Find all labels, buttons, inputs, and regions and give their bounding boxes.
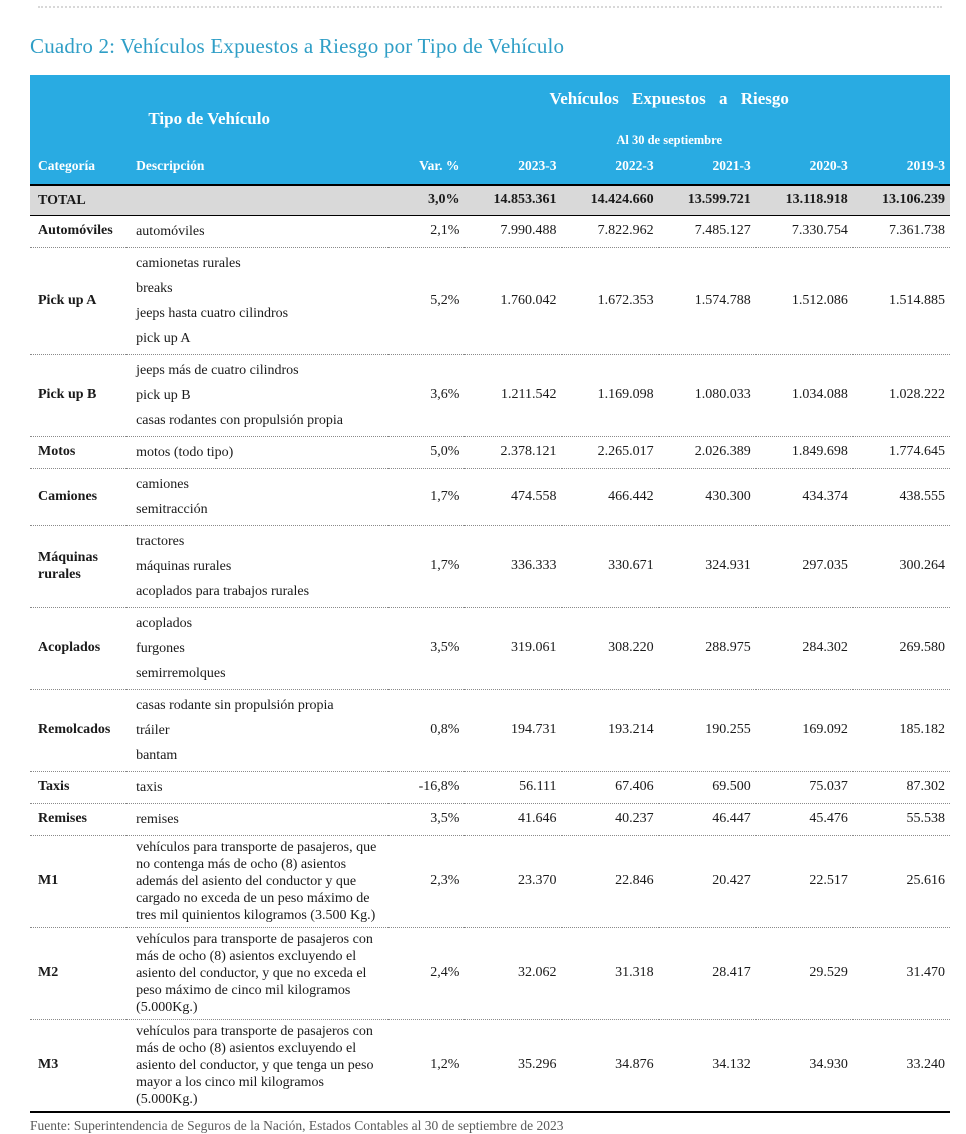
value-cell-2022-3: 22.846 <box>615 873 654 888</box>
description-cell <box>126 835 388 927</box>
column-header-2022-3: 2022-3 <box>562 153 659 185</box>
description-text: tráiler <box>136 722 170 738</box>
var-cell: 3,5% <box>430 640 460 655</box>
category-cell: Acoplados <box>38 640 101 656</box>
table-row <box>30 525 950 607</box>
var-cell: 2,1% <box>430 223 460 238</box>
category-cell: Pick up A <box>38 292 97 308</box>
category-cell: Pick up B <box>38 387 97 403</box>
description-cell <box>126 436 388 468</box>
table-row <box>30 436 950 468</box>
table-row <box>30 835 950 927</box>
value-cell-2019-3: 269.580 <box>899 640 945 655</box>
table-row <box>30 468 950 525</box>
description-text: jeeps hasta cuatro cilindros <box>136 305 289 321</box>
value-cell-2021-3: 430.300 <box>705 488 751 504</box>
value-cell-2023-3: 1.211.542 <box>501 387 557 402</box>
description-cell <box>126 354 388 436</box>
description-text: casas rodantes con propulsión propia <box>136 412 343 428</box>
page-title: Cuadro 2: Vehículos Expuestos a Riesgo por Tipo de Vehículo <box>30 34 565 58</box>
value-cell-2019-3: 7.361.738 <box>889 223 945 238</box>
category-cell: Máquinas rurales <box>38 549 98 582</box>
value-cell-2019-3: 55.538 <box>906 811 945 826</box>
value-cell-2022-3: 40.237 <box>615 811 654 826</box>
column-header-descripcion: Descripción <box>126 153 388 185</box>
var-cell: 5,0% <box>430 444 460 459</box>
value-cell-2023-3: 23.370 <box>518 873 557 888</box>
exposed-vehicles-table <box>30 75 950 1113</box>
source-note: Fuente: Superintendencia de Seguros de la Nación, Estados Contables al 30 de septiembre de 2023 <box>30 1117 564 1133</box>
description-text: furgones <box>136 640 185 656</box>
value-cell-2020-3: 75.037 <box>809 779 848 794</box>
description-text: automóviles <box>136 223 205 239</box>
column-header-2020-3: 2020-3 <box>756 153 853 185</box>
category-cell: Remises <box>38 811 87 827</box>
var-cell: -16,8% <box>418 779 460 794</box>
value-cell-2019-3: 300.264 <box>899 558 945 573</box>
description-text: vehículos para transporte de pasajeros con más de ocho (8) asientos excluyendo el asiento del conductor, y que tenga un peso mayor a los cinco mil kilogramos (5.000Kg.) <box>136 1023 374 1107</box>
total-var: 3,0% <box>388 185 464 215</box>
description-cell <box>126 771 388 803</box>
value-cell-2022-3: 1.672.353 <box>597 292 654 308</box>
value-cell-2021-3: 7.485.127 <box>694 223 751 238</box>
value-cell-2020-3: 1.512.086 <box>791 292 848 308</box>
header-right-title: Vehículos Expuestos a Riesgo <box>388 75 950 127</box>
description-text: máquinas rurales <box>136 558 232 574</box>
value-cell-2023-3: 32.062 <box>518 965 557 980</box>
value-cell-2020-3: 1.849.698 <box>791 444 848 459</box>
value-cell-2021-3: 2.026.389 <box>694 444 751 459</box>
var-cell: 5,2% <box>430 292 460 308</box>
total-value-2023-3: 14.853.361 <box>464 185 561 215</box>
value-cell-2022-3: 330.671 <box>608 558 654 573</box>
description-text: bantam <box>136 747 178 763</box>
value-cell-2019-3: 25.616 <box>906 873 945 888</box>
value-cell-2022-3: 2.265.017 <box>597 444 654 459</box>
var-cell: 3,6% <box>430 387 460 402</box>
total-value-2019-3: 13.106.239 <box>853 185 950 215</box>
description-cell <box>126 468 388 525</box>
value-cell-2023-3: 41.646 <box>518 811 557 826</box>
value-cell-2021-3: 46.447 <box>712 811 751 826</box>
value-cell-2023-3: 2.378.121 <box>500 444 557 459</box>
header-right-subtitle: Al 30 de septiembre <box>388 127 950 153</box>
description-text: semitracción <box>136 501 208 517</box>
description-text: casas rodante sin propulsión propia <box>136 697 334 713</box>
header-row-titles <box>30 75 950 127</box>
value-cell-2019-3: 33.240 <box>906 1057 945 1072</box>
value-cell-2022-3: 466.442 <box>608 488 654 504</box>
description-text: pick up B <box>136 387 191 403</box>
value-cell-2020-3: 1.034.088 <box>791 387 848 402</box>
value-cell-2023-3: 1.760.042 <box>500 292 557 308</box>
category-cell: Motos <box>38 444 76 460</box>
description-text: camiones <box>136 476 189 492</box>
value-cell-2021-3: 190.255 <box>705 722 751 737</box>
description-text: motos (todo tipo) <box>136 444 234 460</box>
value-cell-2022-3: 67.406 <box>615 779 654 794</box>
column-header-2023-3: 2023-3 <box>464 153 561 185</box>
value-cell-2020-3: 22.517 <box>809 873 848 888</box>
value-cell-2019-3: 87.302 <box>906 779 945 794</box>
value-cell-2020-3: 45.476 <box>809 811 848 826</box>
description-cell <box>126 525 388 607</box>
value-cell-2021-3: 288.975 <box>705 640 751 655</box>
description-text: tractores <box>136 533 185 549</box>
total-value-2022-3: 14.424.660 <box>562 185 659 215</box>
value-cell-2023-3: 194.731 <box>511 722 557 737</box>
value-cell-2021-3: 69.500 <box>712 779 751 794</box>
value-cell-2021-3: 20.427 <box>712 873 751 888</box>
var-cell: 1,7% <box>430 488 460 504</box>
top-divider <box>38 6 942 8</box>
category-cell: M3 <box>38 1057 59 1073</box>
value-cell-2023-3: 7.990.488 <box>500 223 557 238</box>
value-cell-2021-3: 1.080.033 <box>694 387 751 402</box>
value-cell-2019-3: 185.182 <box>899 722 945 737</box>
value-cell-2022-3: 7.822.962 <box>597 223 654 238</box>
description-text: vehículos para transporte de pasajeros, que no contenga más de ocho (8) asientos además del asiento del conductor y que cargado no exceda de un peso máximo de tres mil quinientos kilogramos (3.500 Kg.) <box>136 839 377 923</box>
description-text: camionetas rurales <box>136 255 241 271</box>
description-cell <box>126 215 388 247</box>
category-cell: Camiones <box>38 488 98 504</box>
description-cell <box>126 1019 388 1112</box>
value-cell-2022-3: 193.214 <box>608 722 654 737</box>
category-cell: Taxis <box>38 779 70 795</box>
value-cell-2020-3: 29.529 <box>809 965 848 980</box>
value-cell-2022-3: 34.876 <box>615 1057 654 1072</box>
table-header <box>30 75 950 185</box>
value-cell-2021-3: 28.417 <box>712 965 751 980</box>
var-cell: 1,7% <box>430 558 460 573</box>
var-cell: 2,3% <box>430 873 460 888</box>
value-cell-2023-3: 56.111 <box>519 779 557 794</box>
description-cell <box>126 607 388 689</box>
value-cell-2022-3: 308.220 <box>608 640 654 655</box>
value-cell-2019-3: 1.774.645 <box>889 444 945 459</box>
description-cell <box>126 803 388 835</box>
table-row <box>30 354 950 436</box>
value-cell-2022-3: 31.318 <box>615 965 654 980</box>
description-text: taxis <box>136 779 163 795</box>
description-cell <box>126 927 388 1019</box>
var-cell: 3,5% <box>430 811 460 826</box>
value-cell-2023-3: 35.296 <box>518 1057 557 1072</box>
var-cell: 0,8% <box>430 722 460 737</box>
description-text: semirremolques <box>136 665 226 681</box>
var-cell: 1,2% <box>430 1057 460 1072</box>
header-left-title: Tipo de Vehículo <box>30 75 388 153</box>
value-cell-2020-3: 297.035 <box>802 558 848 573</box>
column-header-var: Var. % <box>388 153 464 185</box>
value-cell-2020-3: 34.930 <box>809 1057 848 1072</box>
description-text: remises <box>136 811 179 827</box>
value-cell-2020-3: 169.092 <box>802 722 848 737</box>
description-text: acoplados para trabajos rurales <box>136 583 310 599</box>
table-row <box>30 771 950 803</box>
total-label: TOTAL <box>30 185 388 215</box>
total-value-2020-3: 13.118.918 <box>756 185 853 215</box>
table-row <box>30 215 950 247</box>
value-cell-2023-3: 319.061 <box>511 640 557 655</box>
value-cell-2020-3: 434.374 <box>802 488 848 504</box>
column-header-2019-3: 2019-3 <box>853 153 950 185</box>
value-cell-2019-3: 31.470 <box>906 965 945 980</box>
table-row <box>30 1019 950 1112</box>
description-text: breaks <box>136 280 173 296</box>
value-cell-2021-3: 34.132 <box>712 1057 751 1072</box>
value-cell-2022-3: 1.169.098 <box>597 387 654 402</box>
document-page <box>0 6 966 1134</box>
description-cell <box>126 247 388 354</box>
table-row <box>30 689 950 771</box>
column-header-categoria: Categoría <box>30 153 126 185</box>
value-cell-2019-3: 1.028.222 <box>889 387 945 402</box>
description-text: acoplados <box>136 615 193 631</box>
description-text: pick up A <box>136 330 191 346</box>
category-cell: M2 <box>38 965 59 981</box>
value-cell-2020-3: 284.302 <box>802 640 848 655</box>
total-value-2021-3: 13.599.721 <box>659 185 756 215</box>
table-row <box>30 607 950 689</box>
table-row <box>30 803 950 835</box>
value-cell-2020-3: 7.330.754 <box>791 223 848 238</box>
description-text: vehículos para transporte de pasajeros con más de ocho (8) asientos excluyendo el asiento del conductor, y que no exceda el peso máximo de cinco mil kilogramos (5.000Kg.) <box>136 931 373 1015</box>
var-cell: 2,4% <box>430 965 460 980</box>
total-row <box>30 185 950 215</box>
header-row-columns <box>30 153 950 185</box>
table-row <box>30 247 950 354</box>
column-header-2021-3: 2021-3 <box>659 153 756 185</box>
value-cell-2019-3: 1.514.885 <box>889 292 945 308</box>
category-cell: Automóviles <box>38 223 113 239</box>
description-text: jeeps más de cuatro cilindros <box>136 362 299 378</box>
table-row <box>30 927 950 1019</box>
value-cell-2023-3: 336.333 <box>511 558 557 573</box>
value-cell-2023-3: 474.558 <box>511 488 557 504</box>
category-cell: M1 <box>38 873 59 889</box>
value-cell-2021-3: 324.931 <box>705 558 751 573</box>
value-cell-2019-3: 438.555 <box>899 488 945 504</box>
table-body <box>30 185 950 1112</box>
value-cell-2021-3: 1.574.788 <box>694 292 751 308</box>
description-cell <box>126 689 388 771</box>
category-cell: Remolcados <box>38 722 111 738</box>
